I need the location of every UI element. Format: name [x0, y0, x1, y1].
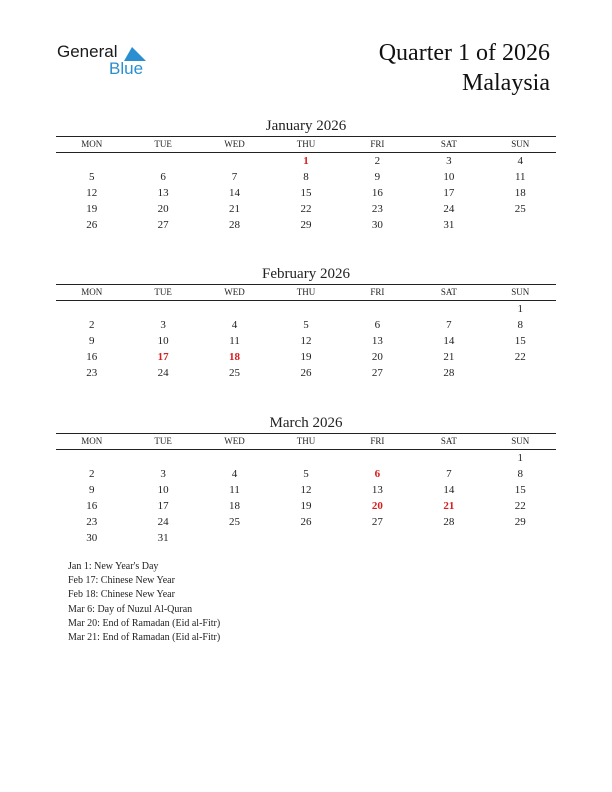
day-cell: 19: [300, 500, 312, 512]
day-cell: 26: [86, 219, 98, 231]
empty-day-cell: [56, 153, 127, 169]
day-cell: 31: [157, 532, 169, 544]
holiday-item: Mar 21: End of Ramadan (Eid al-Fitr): [68, 632, 221, 644]
day-cell: 16: [371, 187, 383, 199]
weekday-fri: FRI: [370, 139, 385, 149]
day-cell: 18: [514, 187, 526, 199]
empty-day-cell: [199, 153, 270, 169]
day-cell: 4: [231, 319, 238, 331]
empty-day-cell: [485, 530, 556, 546]
empty-day-cell: [199, 450, 270, 466]
weekday-sat: SAT: [440, 287, 457, 297]
empty-day-cell: [270, 450, 341, 466]
weekday-thu: THU: [296, 287, 316, 297]
week-row: [56, 498, 556, 514]
weekday-thu: THU: [296, 436, 316, 446]
day-cell: 26: [300, 367, 312, 379]
empty-day-cell: [270, 301, 341, 317]
week-row: [56, 153, 556, 169]
day-cell: 2: [88, 468, 95, 480]
holiday-day-cell: 21: [443, 500, 455, 512]
day-cell: 24: [157, 516, 169, 528]
month-title: March 2026: [269, 415, 343, 431]
day-cell: 12: [300, 484, 312, 496]
day-cell: 8: [303, 171, 309, 183]
day-cell: 15: [514, 335, 526, 347]
day-cell: 19: [86, 203, 98, 215]
day-cell: 17: [443, 187, 455, 199]
week-row: [56, 217, 556, 233]
day-cell: 11: [229, 335, 240, 347]
holiday-day-cell: 20: [371, 500, 383, 512]
week-row: [56, 450, 556, 466]
holiday-day-cell: 1: [303, 155, 309, 167]
day-cell: 6: [160, 171, 166, 183]
day-cell: 17: [157, 500, 169, 512]
empty-day-cell: [199, 301, 270, 317]
month-weeks: [56, 153, 556, 233]
day-cell: 13: [371, 335, 383, 347]
day-cell: 1: [517, 303, 523, 315]
day-cell: 3: [446, 155, 452, 167]
empty-day-cell: [342, 450, 413, 466]
day-cell: 18: [229, 500, 241, 512]
holiday-list: [68, 560, 220, 645]
logo-text-general: General: [57, 42, 118, 61]
weekday-tue: TUE: [154, 287, 172, 297]
week-row: [56, 333, 556, 349]
weekday-thu: THU: [296, 139, 316, 149]
empty-day-cell: [413, 301, 484, 317]
day-cell: 8: [517, 319, 523, 331]
weekday-mon: MON: [81, 139, 103, 149]
day-cell: 1: [517, 452, 523, 464]
empty-day-cell: [127, 450, 198, 466]
empty-day-cell: [485, 365, 556, 381]
day-cell: 27: [371, 516, 383, 528]
weekday-sun: SUN: [511, 139, 530, 149]
empty-day-cell: [342, 301, 413, 317]
day-cell: 19: [300, 351, 312, 363]
week-row: [56, 169, 556, 185]
day-cell: 13: [371, 484, 383, 496]
day-cell: 12: [300, 335, 312, 347]
day-cell: 27: [157, 219, 169, 231]
month-february: [56, 264, 556, 381]
day-cell: 10: [443, 171, 455, 183]
day-cell: 14: [443, 335, 455, 347]
day-cell: 5: [303, 468, 309, 480]
week-row: [56, 185, 556, 201]
month-title: February 2026: [262, 266, 350, 282]
day-cell: 16: [86, 351, 98, 363]
week-row: [56, 514, 556, 530]
day-cell: 15: [514, 484, 526, 496]
week-row: [56, 201, 556, 217]
day-cell: 13: [157, 187, 169, 199]
day-cell: 9: [374, 171, 381, 183]
week-row: [56, 365, 556, 381]
week-row: [56, 482, 556, 498]
day-cell: 22: [300, 203, 312, 215]
weekday-header-row: [56, 137, 556, 152]
holiday-item: Feb 18: Chinese New Year: [68, 589, 175, 601]
day-cell: 30: [371, 219, 383, 231]
holiday-item: Feb 17: Chinese New Year: [68, 575, 175, 587]
weekday-sat: SAT: [440, 436, 457, 446]
logo-text-blue: Blue: [109, 59, 144, 78]
day-cell: 2: [88, 319, 95, 331]
day-cell: 5: [88, 171, 95, 183]
day-cell: 6: [374, 319, 381, 331]
holiday-item: Mar 20: End of Ramadan (Eid al-Fitr): [68, 617, 221, 629]
weekday-sun: SUN: [511, 436, 530, 446]
day-cell: 30: [86, 532, 98, 544]
day-cell: 22: [514, 500, 526, 512]
weekday-tue: TUE: [154, 139, 172, 149]
generalblue-logo: [57, 42, 157, 82]
day-cell: 29: [514, 516, 526, 528]
month-title: January 2026: [265, 118, 347, 134]
empty-day-cell: [56, 301, 127, 317]
day-cell: 24: [443, 203, 455, 215]
weekday-sun: SUN: [511, 287, 530, 297]
month-january: [56, 116, 556, 233]
day-cell: 7: [231, 171, 238, 183]
day-cell: 21: [443, 351, 455, 363]
day-cell: 31: [443, 219, 455, 231]
day-cell: 3: [160, 319, 166, 331]
day-cell: 16: [86, 500, 98, 512]
weekday-wed: WED: [224, 287, 245, 297]
holiday-item: Mar 6: Day of Nuzul Al-Quran: [68, 603, 193, 615]
empty-day-cell: [199, 530, 270, 546]
empty-day-cell: [56, 450, 127, 466]
weekday-header-row: [56, 285, 556, 300]
month-weeks: [56, 450, 556, 546]
day-cell: 23: [86, 367, 98, 379]
empty-day-cell: [127, 153, 198, 169]
day-cell: 11: [229, 484, 240, 496]
day-cell: 14: [229, 187, 241, 199]
day-cell: 4: [517, 155, 523, 167]
day-cell: 25: [229, 516, 241, 528]
day-cell: 23: [86, 516, 98, 528]
day-cell: 9: [88, 335, 95, 347]
day-cell: 26: [300, 516, 312, 528]
empty-day-cell: [127, 301, 198, 317]
day-cell: 27: [371, 367, 383, 379]
empty-day-cell: [413, 530, 484, 546]
day-cell: 20: [157, 203, 169, 215]
month-weeks: [56, 301, 556, 381]
day-cell: 25: [229, 367, 241, 379]
week-row: [56, 466, 556, 482]
day-cell: 5: [303, 319, 309, 331]
holiday-day-cell: 6: [374, 468, 381, 480]
weekday-sat: SAT: [440, 139, 457, 149]
week-row: [56, 301, 556, 317]
weekday-wed: WED: [224, 139, 245, 149]
page-title: [379, 38, 550, 98]
day-cell: 29: [300, 219, 312, 231]
month-march: [56, 413, 556, 546]
day-cell: 7: [446, 468, 452, 480]
day-cell: 3: [160, 468, 166, 480]
weekday-fri: FRI: [370, 436, 385, 446]
weekday-header-row: [56, 434, 556, 449]
week-row: [56, 530, 556, 546]
quarter-title: Quarter 1 of 2026: [378, 40, 550, 66]
day-cell: 14: [443, 484, 455, 496]
day-cell: 28: [229, 219, 241, 231]
day-cell: 4: [231, 468, 238, 480]
weekday-wed: WED: [224, 436, 245, 446]
day-cell: 12: [86, 187, 98, 199]
empty-day-cell: [485, 217, 556, 233]
weekday-mon: MON: [81, 436, 103, 446]
empty-day-cell: [413, 450, 484, 466]
day-cell: 10: [157, 335, 169, 347]
country-title: Malaysia: [462, 70, 550, 96]
day-cell: 28: [443, 516, 455, 528]
day-cell: 8: [517, 468, 523, 480]
day-cell: 7: [446, 319, 452, 331]
empty-day-cell: [342, 530, 413, 546]
week-row: [56, 317, 556, 333]
day-cell: 11: [514, 171, 526, 183]
day-cell: 15: [300, 187, 312, 199]
day-cell: 10: [157, 484, 169, 496]
day-cell: 2: [374, 155, 381, 167]
weekday-fri: FRI: [370, 287, 385, 297]
day-cell: 24: [157, 367, 169, 379]
day-cell: 23: [371, 203, 383, 215]
weekday-mon: MON: [81, 287, 103, 297]
day-cell: 9: [88, 484, 95, 496]
day-cell: 20: [371, 351, 383, 363]
day-cell: 22: [514, 351, 526, 363]
holiday-item: Jan 1: New Year's Day: [68, 561, 159, 572]
empty-day-cell: [270, 530, 341, 546]
day-cell: 21: [229, 203, 241, 215]
day-cell: 25: [514, 203, 526, 215]
holiday-day-cell: 18: [229, 351, 241, 363]
holiday-day-cell: 17: [157, 351, 169, 363]
week-row: [56, 349, 556, 365]
weekday-tue: TUE: [154, 436, 172, 446]
day-cell: 28: [443, 367, 455, 379]
